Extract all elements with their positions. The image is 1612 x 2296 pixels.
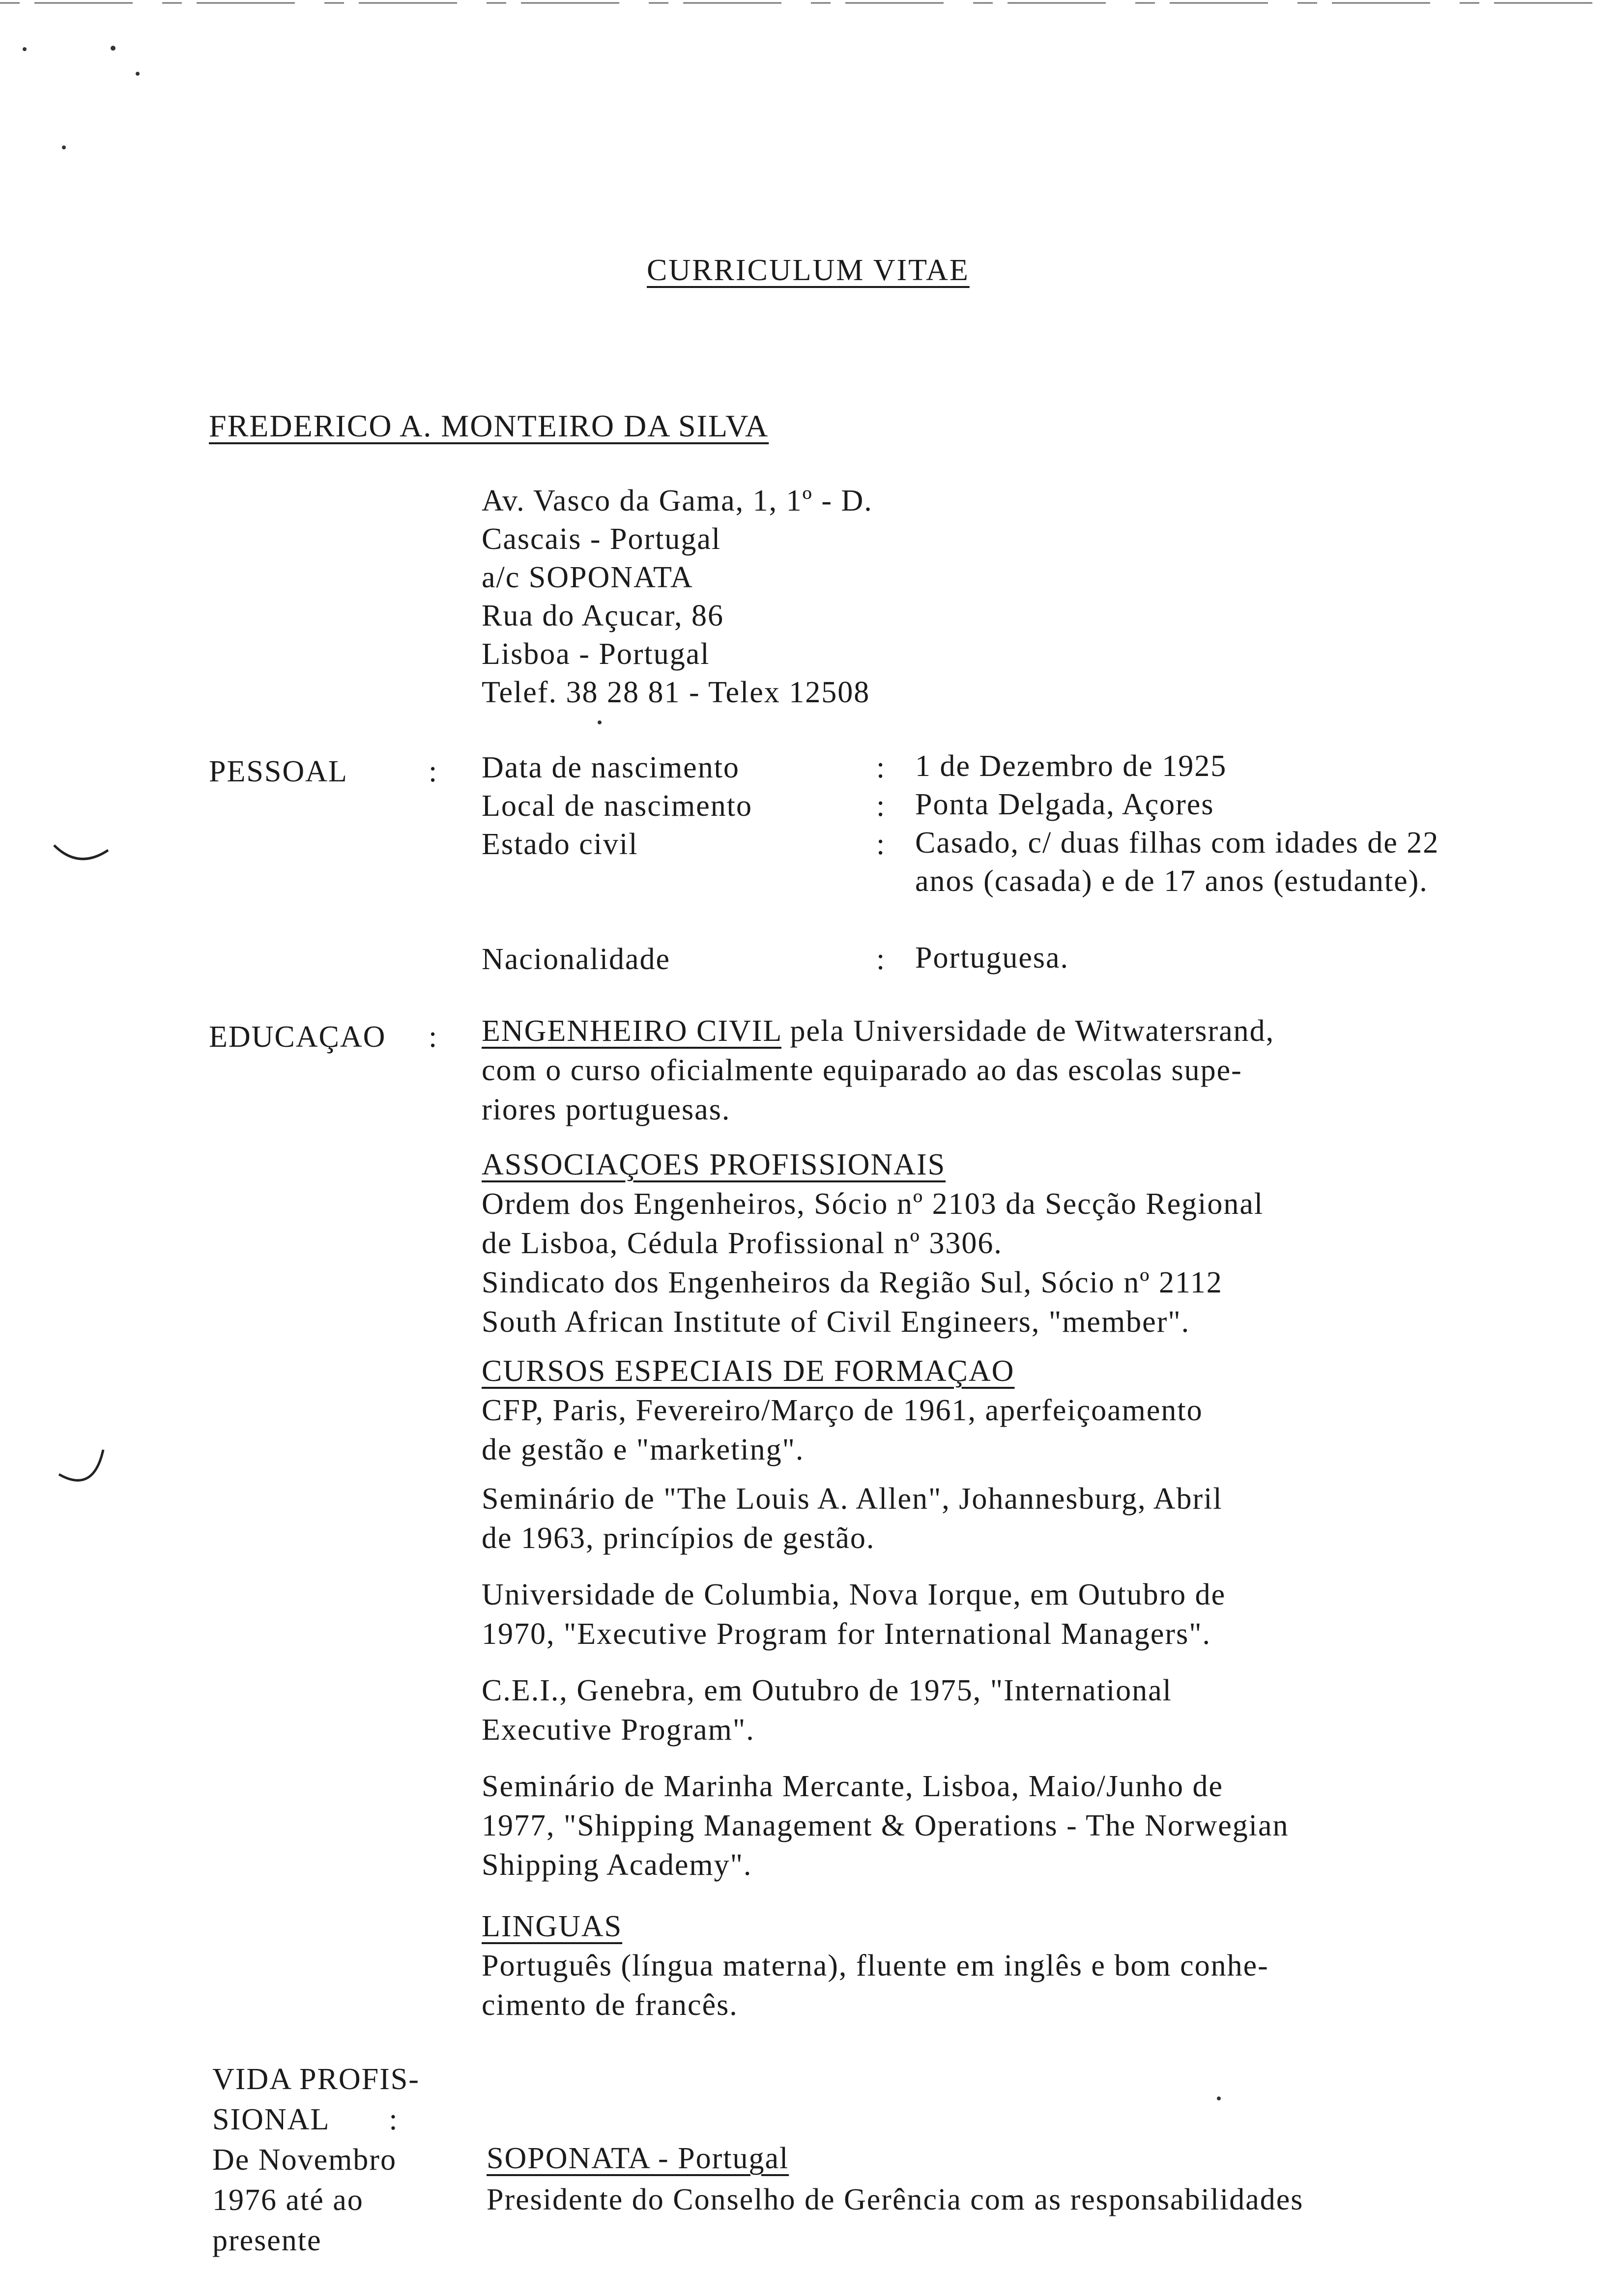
address-line: Av. Vasco da Gama, 1, 1º - D. [482, 484, 873, 517]
field-birth-date: Data de nascimento [482, 751, 740, 784]
course-line: CFP, Paris, Fevereiro/Março de 1961, aperfeiçoamento [482, 1394, 1203, 1427]
address-line: Lisboa - Portugal [482, 637, 710, 671]
field-colon: : [876, 789, 885, 823]
job-role: Presidente do Conselho de Gerência com as responsabilidades [487, 2183, 1304, 2216]
section-label-pessoal: PESSOAL [209, 755, 348, 788]
address-line: Telef. 38 28 81 - Telex 12508 [482, 676, 870, 709]
special-courses [482, 1351, 1538, 1469]
association-line: de Lisboa, Cédula Profissional nº 3306. [482, 1227, 1003, 1260]
address-block [482, 482, 873, 712]
course-item [482, 1767, 1538, 1885]
degree-heading: ENGENHEIRO CIVIL [482, 1014, 781, 1048]
course-line: Executive Program". [482, 1713, 755, 1747]
field-birth-place: Local de nascimento [482, 789, 753, 823]
association-line: Ordem dos Engenheiros, Sócio nº 2103 da Secção Regional [482, 1187, 1264, 1221]
course-item [482, 1671, 1538, 1750]
section-label-vida: VIDA PROFIS- [212, 2063, 420, 2096]
association-line: South African Institute of Civil Engineers, "member". [482, 1305, 1190, 1339]
field-colon: : [876, 751, 885, 784]
document-title: CURRICULUM VITAE [647, 254, 970, 287]
value-birth-place: Ponta Delgada, Açores [915, 788, 1214, 821]
job-entry [487, 2138, 1303, 2220]
person-name: FREDERICO A. MONTEIRO DA SILVA [209, 408, 769, 443]
languages-line: cimento de francês. [482, 1988, 738, 2022]
course-item [482, 1479, 1538, 1558]
address-line: Cascais - Portugal [482, 522, 721, 556]
education-degree [482, 1011, 1538, 1129]
courses-heading: CURSOS ESPECIAIS DE FORMAÇAO [482, 1354, 1015, 1388]
address-line: a/c SOPONATA [482, 561, 693, 594]
company-name: SOPONATA - Portugal [487, 2142, 789, 2175]
section-label-educacao: EDUCAÇAO [209, 1020, 386, 1054]
section-colon: : [429, 755, 437, 788]
section-colon: : [429, 1020, 437, 1054]
value-marital-status: Casado, c/ duas filhas com idades de 22 anos (casada) e de 17 anos (estudante). [915, 826, 1439, 898]
course-line: Universidade de Columbia, Nova Iorque, em Outubro de [482, 1578, 1226, 1611]
course-line: Seminário de Marinha Mercante, Lisboa, Maio/Junho de [482, 1770, 1223, 1803]
languages [482, 1907, 1538, 2025]
degree-text: pela Universidade de Witwatersrand, [781, 1014, 1275, 1048]
field-nationality: Nacionalidade [482, 943, 671, 976]
field-colon: : [876, 828, 885, 861]
association-line: Sindicato dos Engenheiros da Região Sul, Sócio nº 2112 [482, 1266, 1223, 1299]
professional-life-label [212, 2059, 420, 2261]
course-line: C.E.I., Genebra, em Outubro de 1975, "International [482, 1674, 1172, 1707]
professional-associations [482, 1145, 1538, 1342]
degree-text: riores portuguesas. [482, 1093, 731, 1126]
address-line: Rua do Açucar, 86 [482, 599, 724, 632]
course-line: Shipping Academy". [482, 1848, 752, 1882]
value-birth-date: 1 de Dezembro de 1925 [915, 749, 1227, 783]
period-line: presente [212, 2224, 322, 2257]
associations-heading: ASSOCIAÇOES PROFISSIONAIS [482, 1148, 946, 1181]
languages-line: Português (língua materna), fluente em inglês e bom conhe- [482, 1949, 1269, 1982]
course-line: de 1963, princípios de gestão. [482, 1521, 875, 1555]
course-line: de gestão e "marketing". [482, 1433, 805, 1466]
course-line: 1970, "Executive Program for International Managers". [482, 1617, 1211, 1651]
value-nationality: Portuguesa. [915, 941, 1069, 975]
period-line: 1976 até ao [212, 2183, 364, 2217]
field-colon: : [876, 943, 885, 976]
degree-text: com o curso oficialmente equiparado ao das escolas supe- [482, 1054, 1242, 1087]
course-line: 1977, "Shipping Management & Operations - The Norwegian [482, 1809, 1289, 1842]
languages-heading: LINGUAS [482, 1910, 623, 1943]
section-label-vida: SIONAL [212, 2103, 330, 2136]
course-line: Seminário de "The Louis A. Allen", Johannesburg, Abril [482, 1482, 1223, 1516]
field-marital-status: Estado civil [482, 828, 638, 861]
section-colon: : [389, 2103, 399, 2136]
course-item [482, 1575, 1538, 1654]
period-line: De Novembro [212, 2143, 397, 2177]
